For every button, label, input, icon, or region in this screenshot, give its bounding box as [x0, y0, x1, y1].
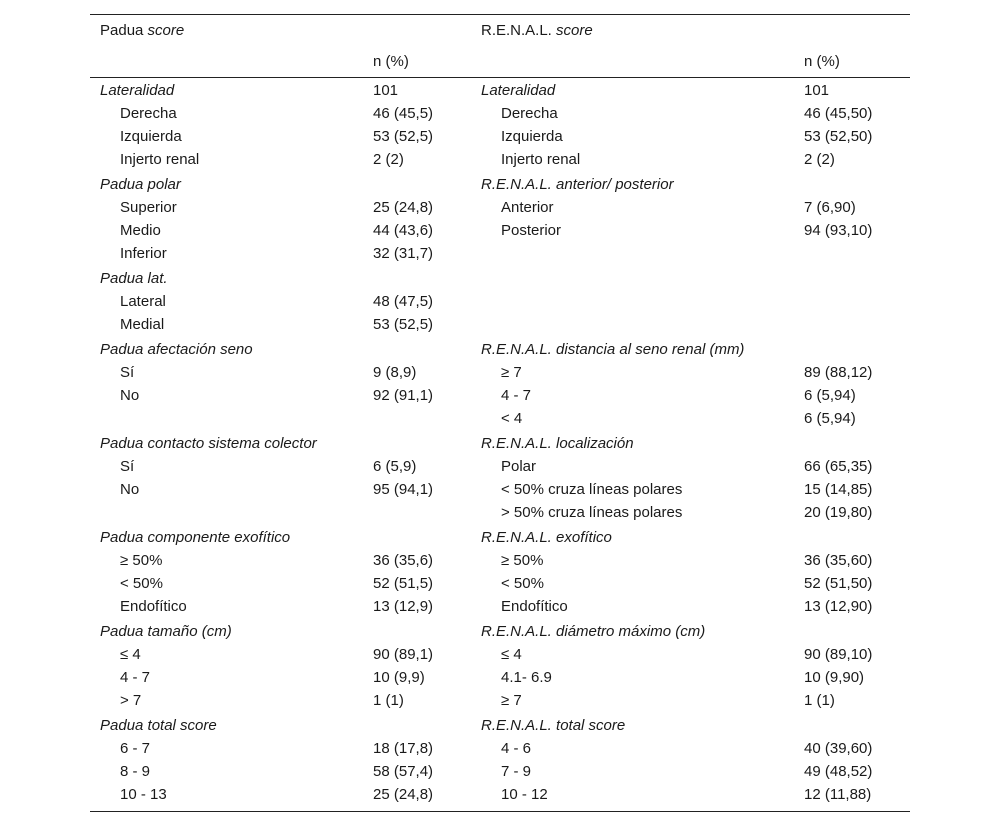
renal-value: 2 (2) [804, 151, 835, 168]
renal-value: 46 (45,50) [804, 105, 873, 122]
padua-value: 18 (17,8) [373, 740, 434, 757]
padua-column-title: Padua score [100, 22, 185, 39]
padua-value: 13 (12,9) [373, 598, 434, 615]
padua-value: 44 (43,6) [373, 222, 434, 239]
padua-group-heading: Padua polar [100, 176, 181, 193]
padua-value: 95 (94,1) [373, 481, 434, 498]
padua-n-header: n (%) [373, 53, 409, 70]
renal-group-heading: R.E.N.A.L. exofítico [481, 529, 612, 546]
renal-group-heading: R.E.N.A.L. diámetro máximo (cm) [481, 623, 706, 640]
renal-value: 40 (39,60) [804, 740, 873, 757]
padua-group-heading: Lateralidad [100, 82, 175, 99]
renal-value: 7 (6,90) [804, 199, 856, 216]
renal-group-heading: R.E.N.A.L. anterior/ posterior [481, 176, 674, 193]
padua-value: 6 (5,9) [373, 458, 417, 475]
renal-label: < 50% cruza líneas polares [501, 481, 683, 498]
padua-label: Inferior [120, 245, 167, 262]
renal-n-header: n (%) [804, 53, 840, 70]
padua-value: 58 (57,4) [373, 763, 434, 780]
padua-group-heading: Padua componente exofítico [100, 529, 291, 546]
padua-label: Medial [120, 316, 165, 333]
padua-value: 36 (35,6) [373, 552, 434, 569]
padua-label: 8 - 9 [120, 763, 151, 780]
renal-value: 1 (1) [804, 692, 835, 709]
padua-value: 92 (91,1) [373, 387, 434, 404]
padua-value: 46 (45,5) [373, 105, 434, 122]
padua-value: 10 (9,9) [373, 669, 425, 686]
padua-value: 52 (51,5) [373, 575, 434, 592]
padua-group-heading: Padua contacto sistema colector [100, 435, 317, 452]
renal-value: 94 (93,10) [804, 222, 873, 239]
renal-value: 20 (19,80) [804, 504, 873, 521]
padua-value: 25 (24,8) [373, 786, 434, 803]
padua-label: No [120, 387, 140, 404]
padua-label: Endofítico [120, 598, 187, 615]
renal-label: 4 - 6 [501, 740, 532, 757]
renal-label: Polar [501, 458, 537, 475]
padua-value: 53 (52,5) [373, 316, 434, 333]
padua-label: < 50% [120, 575, 163, 592]
renal-label: 10 - 12 [501, 786, 548, 803]
padua-value: 32 (31,7) [373, 245, 434, 262]
renal-value: 36 (35,60) [804, 552, 873, 569]
renal-label: 4.1- 6.9 [501, 669, 552, 686]
padua-label: 4 - 7 [120, 669, 151, 686]
renal-label: 4 - 7 [501, 387, 532, 404]
padua-value: 25 (24,8) [373, 199, 434, 216]
renal-label: ≤ 4 [501, 646, 522, 663]
padua-label: ≥ 50% [120, 552, 163, 569]
padua-value: 9 (8,9) [373, 364, 417, 381]
renal-value: 90 (89,10) [804, 646, 873, 663]
padua-value: 48 (47,5) [373, 293, 434, 310]
renal-label: Derecha [501, 105, 558, 122]
padua-label: No [120, 481, 140, 498]
renal-value: 15 (14,85) [804, 481, 873, 498]
renal-label: Endofítico [501, 598, 568, 615]
table-top-rule [90, 14, 910, 15]
renal-value: 66 (65,35) [804, 458, 873, 475]
renal-label: ≥ 7 [501, 692, 522, 709]
renal-label: Izquierda [501, 128, 563, 145]
renal-label: < 50% [501, 575, 544, 592]
renal-group-heading: R.E.N.A.L. distancia al seno renal (mm) [481, 341, 745, 358]
padua-value: 90 (89,1) [373, 646, 434, 663]
renal-value: 89 (88,12) [804, 364, 873, 381]
renal-value: 49 (48,52) [804, 763, 873, 780]
renal-group-heading: R.E.N.A.L. localización [481, 435, 634, 452]
padua-group-heading: Padua afectación seno [100, 341, 253, 358]
renal-label: 7 - 9 [501, 763, 532, 780]
renal-label: Injerto renal [501, 151, 581, 168]
padua-label: Superior [120, 199, 177, 216]
padua-label: > 7 [120, 692, 142, 709]
padua-label: Medio [120, 222, 161, 239]
padua-label: Derecha [120, 105, 177, 122]
padua-label: 6 - 7 [120, 740, 151, 757]
padua-label: Sí [120, 364, 135, 381]
padua-group-heading: Padua lat. [100, 270, 168, 287]
header-rule [90, 77, 910, 78]
renal-value: 6 (5,94) [804, 387, 856, 404]
renal-label: Anterior [501, 199, 554, 216]
renal-value: 10 (9,90) [804, 669, 865, 686]
renal-value: 6 (5,94) [804, 410, 856, 427]
padua-value: 101 [373, 82, 399, 99]
renal-label: < 4 [501, 410, 523, 427]
padua-label: Sí [120, 458, 135, 475]
renal-label: ≥ 7 [501, 364, 522, 381]
renal-label: > 50% cruza líneas polares [501, 504, 683, 521]
renal-label: ≥ 50% [501, 552, 544, 569]
renal-column-title: R.E.N.A.L. score [481, 22, 593, 39]
padua-value: 1 (1) [373, 692, 404, 709]
renal-value: 101 [804, 82, 830, 99]
padua-label: Lateral [120, 293, 166, 310]
padua-group-heading: Padua tamaño (cm) [100, 623, 232, 640]
padua-group-heading: Padua total score [100, 717, 217, 734]
renal-value: 53 (52,50) [804, 128, 873, 145]
renal-value: 13 (12,90) [804, 598, 873, 615]
padua-label: 10 - 13 [120, 786, 167, 803]
padua-value: 2 (2) [373, 151, 404, 168]
table-bottom-rule [90, 811, 910, 812]
renal-group-heading: Lateralidad [481, 82, 556, 99]
renal-value: 52 (51,50) [804, 575, 873, 592]
renal-group-heading: R.E.N.A.L. total score [481, 717, 626, 734]
renal-value: 12 (11,88) [804, 786, 872, 803]
padua-label: ≤ 4 [120, 646, 141, 663]
padua-label: Izquierda [120, 128, 182, 145]
padua-value: 53 (52,5) [373, 128, 434, 145]
renal-label: Posterior [501, 222, 562, 239]
padua-label: Injerto renal [120, 151, 200, 168]
